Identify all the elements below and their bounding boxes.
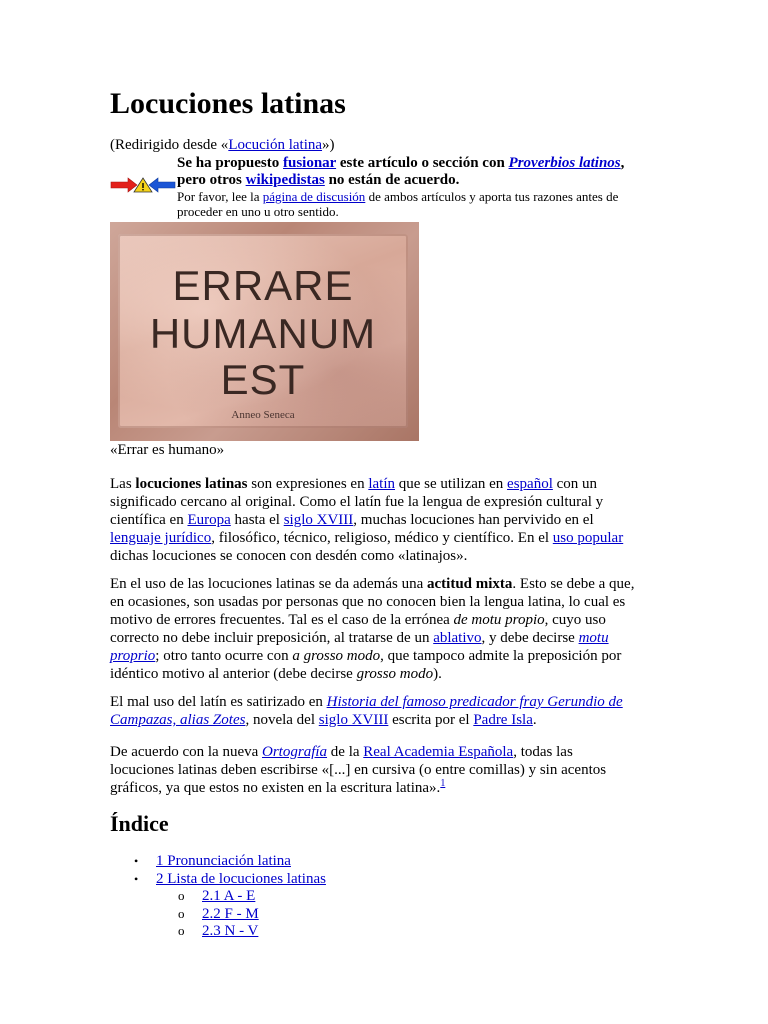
redirect-note [110,136,335,154]
merge-notice-main: Se ha propuesto fusionar este artículo o sección con Proverbios latinos, pero otros wikipedistas no están de acuerdo. [177,155,625,188]
discussion-page-link[interactable]: página de discusión [262,189,366,204]
bold-term: locuciones latinas [135,476,248,492]
hollow-bullet-icon: o [178,888,185,903]
hollow-bullet-icon: o [178,923,185,938]
image-caption: «Errar es humano» [110,442,225,458]
rae-link[interactable]: Real Academia Española [363,744,514,760]
redirect-suffix: ») [322,137,335,153]
ortografia-paragraph: De acuerdo con la nueva Ortografía de la Real Academia Española, todas las locuciones latinas deben escribirse «[...] en cursiva (o entre comillas) y sin acentos gráficos, ya que estos no existen en la escritura latina».$^1$ [110,744,607,796]
toc-link-a-e[interactable]: 2.1 A - E [202,888,256,904]
siglo-xviii-link-2[interactable]: siglo XVIII [318,712,389,728]
marble-plaque [118,234,408,428]
ablativo-link[interactable]: ablativo [433,630,482,646]
page-title: Locuciones latinas [110,87,346,120]
toc-link-pronunciacion[interactable]: 1 Pronunciación latina [156,853,291,869]
reference-1-link[interactable]: 1 [440,778,446,789]
wikipedistas-link[interactable]: wikipedistas [245,172,325,188]
uso-popular-link[interactable]: uso popular [552,530,624,546]
merge-notice [110,155,650,219]
plaque-line-3: EST [220,356,306,403]
usage-paragraph: En el uso de las locuciones latinas se da además una actitud mixta. Esto se debe a que, en ocasiones, son usadas por personas que no conocen bien la lengua latina, lo cual es motivo de errores frecuentes. Tal es el caso de la errónea de motu propio, cuyo uso correcto no debe incluir preposición, al tratarse de un ablativo, y debe decirse motu proprio; otro tanto ocurre con a grosso modo, que tampoco admite la preposición por idéntico motivo al anterior (debe decirse grosso modo). [110,576,635,682]
bullet-icon: • [134,871,139,886]
merge-notice-instructions: Por favor, lee la página de discusión de ambos artículos y aporta tus razones antes de proceder en uno u otro sentido. [177,189,619,219]
toc-heading: Índice [110,811,169,836]
plaque-signature: Anneo Seneca [231,409,295,421]
lenguaje-juridico-link[interactable]: lenguaje jurídico [110,530,212,546]
fusionar-link[interactable]: fusionar [283,155,337,171]
europa-link[interactable]: Europa [187,512,231,528]
hollow-bullet-icon: o [178,905,185,921]
toc-link-f-m[interactable]: 2.2 F - M [202,905,259,922]
plaque-line-1: ERRARE [172,262,354,309]
proverbios-latinos-link[interactable]: Proverbios latinos [508,155,621,171]
toc-link-lista[interactable]: 2 Lista de locuciones latinas [156,870,326,887]
fray-gerundio-link[interactable]: Historia del famoso predicador fray Gerundio de Campazas, alias Zotes [110,694,623,728]
espanol-link[interactable]: español [507,476,553,492]
siglo-xviii-link[interactable]: siglo XVIII [283,512,354,528]
motu-proprio-link[interactable]: motu proprio [110,630,609,664]
bullet-icon: • [134,854,139,868]
intro-paragraph: Las locuciones latinas son expresiones en latín que se utilizan en español con un significado cercano al original. Como el latín fue la lengua de expresión cultural y científica en Europa hasta el siglo XVIII, muchas locuciones han pervivido en el lenguaje jurídico, filosófico, técnico, religioso, médico y científico. En el uso popular dichas locuciones se conocen con desdén como «latinajos». [110,476,624,564]
latin-link[interactable]: latín [368,476,395,492]
ortografia-link[interactable]: Ortografía [262,744,328,760]
padre-isla-link[interactable]: Padre Isla [473,712,533,728]
redirect-link[interactable]: Locución latina [228,137,323,153]
plaque-line-2: HUMANUM [149,310,377,357]
toc-link-n-v[interactable]: 2.3 N - V [202,923,259,939]
errare-humanum-est-image[interactable] [110,222,419,441]
bold-term: actitud mixta [427,576,513,592]
satire-paragraph: El mal uso del latín es satirizado en Historia del famoso predicador fray Gerundio de Campazas, alias Zotes, novela del siglo XVIII escrita por el Padre Isla. [110,694,623,728]
merge-arrows-warning-icon [110,175,176,195]
redirect-prefix: (Redirigido desde « [110,137,229,153]
